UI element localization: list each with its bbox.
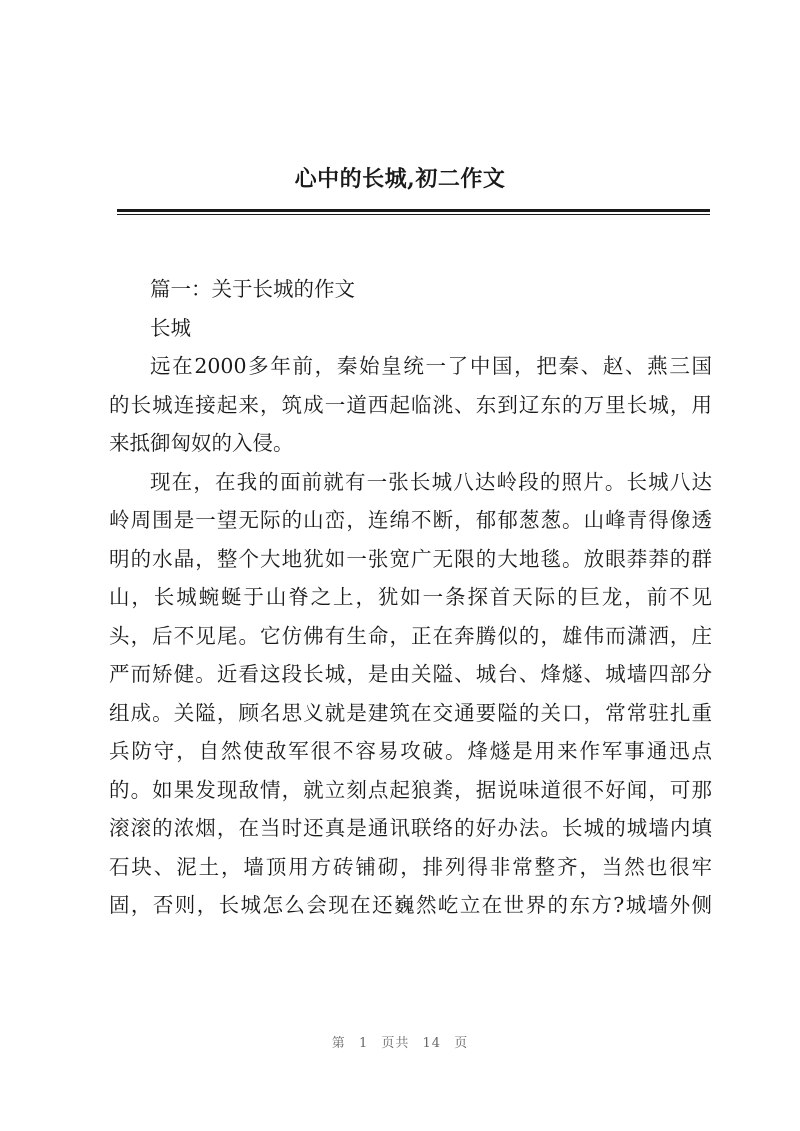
footer-suffix: 页 <box>454 1036 469 1051</box>
body-line: 严而矫健。近看这段长城，是由关隘、城台、烽燧、城墙四部分 <box>109 662 712 686</box>
document-title: 心中的长城,初二作文 <box>294 166 506 192</box>
body-line: 的。如果发现敌情，就立刻点起狼粪，据说味道很不好闻，可那 <box>109 777 712 802</box>
title-underline-thick <box>117 209 710 212</box>
body-line: 山，长城蜿蜒于山脊之上，犹如一条探首天际的巨龙，前不见 <box>109 585 712 609</box>
body-line: 现在，在我的面前就有一张长城八达岭段的照片。长城八达 <box>150 469 712 494</box>
footer-page-number: 1 <box>358 1036 369 1051</box>
title-underline-thin <box>117 214 710 215</box>
body-line: 头，后不见尾。它仿佛有生命，正在奔腾似的，雄伟而潇洒，庄 <box>109 623 712 648</box>
body-line: 明的水晶，整个大地犹如一张宽广无限的大地毯。放眼莽莽的群 <box>109 546 712 571</box>
body-line: 滚滚的浓烟，在当时还真是通讯联络的好办法。长城的城墙内填 <box>109 816 712 840</box>
body-line: 石块、泥土，墙顶用方砖铺砌，排列得非常整齐，当然也很牢 <box>109 854 712 879</box>
footer-prefix: 第 <box>331 1036 346 1051</box>
document-body <box>109 270 712 925</box>
footer-middle: 页共 <box>381 1036 410 1051</box>
body-line: 组成。关隘，顾名思义就是建筑在交通要隘的关口，常常驻扎重 <box>109 700 712 725</box>
body-line: 的长城连接起来，筑成一道西起临洮、东到辽东的万里长城，用 <box>109 392 712 417</box>
footer-total-pages: 14 <box>422 1036 442 1051</box>
body-line: 篇一：关于长城的作文 <box>150 277 355 301</box>
body-line: 远在2000多年前，秦始皇统一了中国，把秦、赵、燕三国 <box>150 354 712 378</box>
body-line: 长城 <box>150 315 191 340</box>
body-line: 岭周围是一望无际的山峦，连绵不断，郁郁葱葱。山峰青得像透 <box>109 508 712 532</box>
body-line: 固，否则，长城怎么会现在还巍然屹立在世界的东方?城墙外侧 <box>109 893 712 917</box>
body-line: 来抵御匈奴的入侵。 <box>109 431 294 455</box>
page-footer <box>0 1032 800 1051</box>
body-line: 兵防守，自然使敌军很不容易攻破。烽燧是用来作军事通迅点 <box>109 739 712 763</box>
